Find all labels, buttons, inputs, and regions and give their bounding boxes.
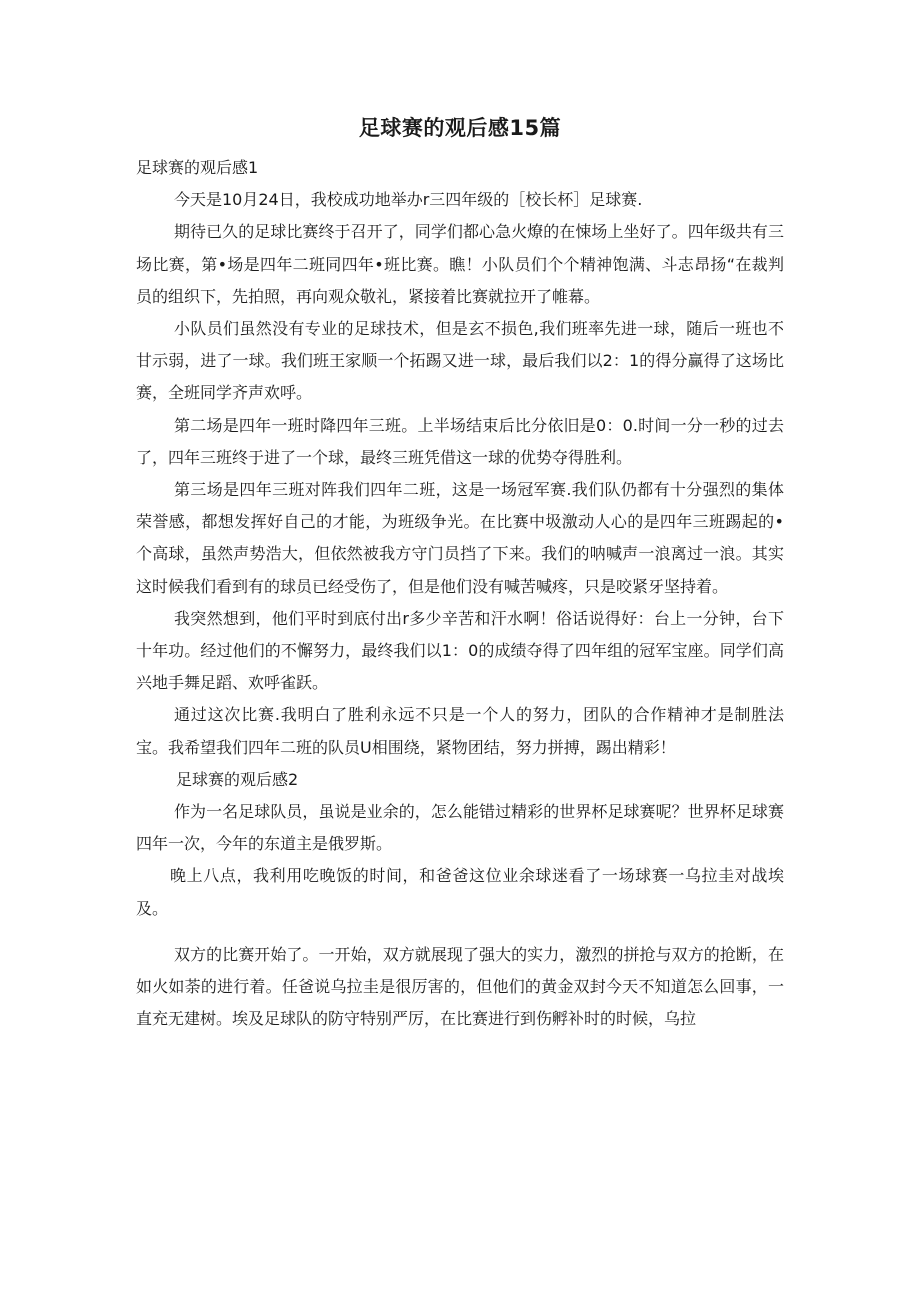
paragraph: 通过这次比赛.我明白了胜利永远不只是一个人的努力，团队的合作精神才是制胜法宝。我希望我们四年二班的队员U相围绕，紧物团结，努力拼搏，踢出精彩！ (136, 705, 784, 757)
paragraph: 小队员们虽然没有专业的足球技术，但是玄不损色,我们班率先进一球，随后一班也不甘示弱，进了一球。我们班王家顺一个拓踢又进一球，最后我们以2：1的得分赢得了这场比赛，全班同学齐声欢呼。 (136, 319, 784, 403)
paragraph: 双方的比赛开始了。一开始，双方就展现了强大的实力，激烈的拼抢与双方的抢断，在如火如荼的进行着。任爸说乌拉圭是很厉害的，但他们的黄金双封今天不知道怎么回事，一直充无建树。埃及足球队的防守特别严厉，在比赛进行到伤孵补时的时候，乌拉 (136, 944, 784, 1029)
paragraph: 期待已久的足球比赛终于召开了，同学们都心急火燎的在悚场上坐好了。四年级共有三场比赛，第•场是四年二班同四年•班比赛。瞧！小队员们个个精神饱满、斗志昂扬“在裁判员的组织下，先拍照，再向观众敬礼，紧接着比赛就拉开了帷幕。 (136, 222, 784, 306)
paragraph: 作为一名足球队员，虽说是业余的，怎么能错过精彩的世界杯足球赛呢？世界杯足球赛四年一次，今年的东道主是俄罗斯。 (136, 802, 784, 854)
paragraph: 第三场是四年三班对阵我们四年二班，这是一场冠军赛.我们队仍都有十分强烈的集体荣誉感，都想发挥好自己的才能，为班级争光。在比赛中圾激动人心的是四年三班踢起的•个高球，虽然声势浩大，但依然被我方守门员挡了下来。我们的呐喊声一浪离过一浪。其实这时候我们看到有的球员已经受伤了，但是他们没有喊苦喊疼，只是咬紧牙坚持着。 (136, 480, 784, 596)
document-body (136, 152, 784, 1035)
paragraph: 晚上八点，我利用吃晚饭的时间，和爸爸这位业余球迷看了一场球赛一乌拉圭对战埃及。 (136, 866, 784, 918)
paragraph: 第二场是四年一班时降四年三班。上半场结束后比分依旧是0：0.时间一分一秒的过去了，四年三班终于进了一个球，最终三班凭借这一球的优势夺得胜利。 (136, 415, 784, 467)
section-heading: 足球赛的观后感1 (136, 158, 259, 177)
document-title: 足球赛的观后感15篇 (358, 116, 562, 140)
paragraph: 我突然想到，他们平时到底付出r多少辛苦和汗水啊！俗话说得好：台上一分钟，台下十年功。经过他们的不懈努力，最终我们以1：0的成绩夺得了四年组的冠军宝座。同学们高兴地手舞足蹈、欢呼雀跃。 (136, 608, 784, 693)
paragraph: 今天是10月24日，我校成功地举办r三四年级的［校长杯］足球赛. (174, 190, 643, 210)
section-heading: 足球赛的观后感2 (176, 769, 299, 789)
